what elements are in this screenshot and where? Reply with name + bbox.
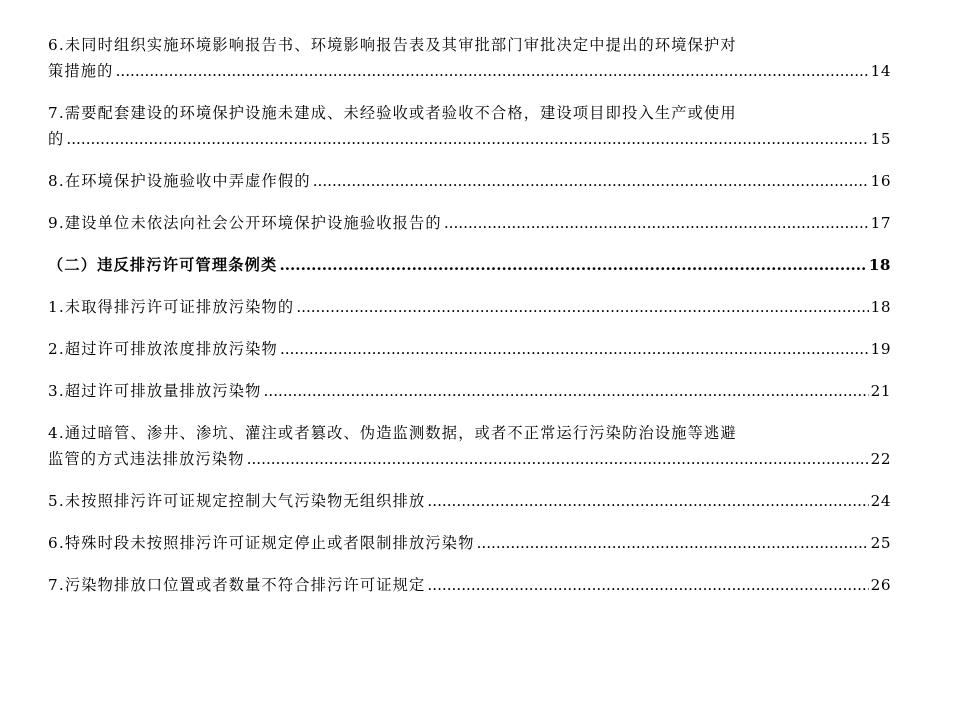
dot-leader — [313, 168, 869, 194]
dot-leader — [427, 488, 868, 514]
toc-entry-text: 1.未取得排污许可证排放污染物的 — [48, 298, 295, 316]
toc-entry-row — [48, 58, 891, 84]
toc-entry-row — [48, 126, 891, 152]
toc-entry-line1: 7.需要配套建设的环境保护设施未建成、未经验收或者验收不合格，建设项目即投入生产或使用 — [48, 104, 737, 122]
dot-leader — [116, 58, 869, 84]
toc-page-number: 15 — [870, 130, 891, 148]
dot-leader — [66, 126, 868, 152]
toc-entry-text: 6.特殊时段未按照排污许可证规定停止或者限制排放污染物 — [48, 534, 475, 552]
toc-page-number: 18 — [870, 298, 891, 316]
toc-entry-text: 策措施的 — [48, 62, 114, 80]
toc-entry-row — [48, 446, 891, 472]
toc-entry-7-outlet[interactable] — [48, 572, 891, 598]
toc-entry-4-evasion[interactable] — [48, 420, 891, 472]
toc-entry-6-special-period[interactable] — [48, 530, 891, 556]
dot-leader — [427, 572, 868, 598]
dot-leader — [247, 446, 869, 472]
toc-page-number: 19 — [870, 340, 891, 358]
toc-page-number: 14 — [870, 62, 891, 80]
toc-page-number: 21 — [870, 382, 891, 400]
toc-entry-text: 7.污染物排放口位置或者数量不符合排污许可证规定 — [48, 576, 426, 594]
toc-page-number: 18 — [868, 256, 891, 274]
table-of-contents — [48, 32, 891, 614]
toc-page-number: 22 — [870, 450, 891, 468]
toc-section-heading[interactable] — [48, 252, 891, 278]
toc-entry-text: 9.建设单位未依法向社会公开环境保护设施验收报告的 — [48, 214, 442, 232]
toc-entry-line1: 4.通过暗管、渗井、渗坑、灌注或者篡改、伪造监测数据，或者不正常运行污染防治设施等逃避 — [48, 424, 737, 442]
toc-entry-row — [48, 378, 891, 404]
toc-entry-row — [48, 210, 891, 236]
dot-leader — [296, 294, 868, 320]
toc-page-number: 16 — [870, 172, 891, 190]
toc-entry-2-concentration[interactable] — [48, 336, 891, 362]
toc-entry-row — [48, 572, 891, 598]
toc-entry-text: 2.超过许可排放浓度排放污染物 — [48, 340, 278, 358]
toc-entry-text: 8.在环境保护设施验收中弄虚作假的 — [48, 172, 311, 190]
dot-leader — [280, 336, 869, 362]
toc-entry-text: 3.超过许可排放量排放污染物 — [48, 382, 262, 400]
toc-entry-row — [48, 252, 891, 278]
dot-leader — [264, 378, 869, 404]
toc-page-number: 26 — [870, 576, 891, 594]
toc-entry-1-no-permit[interactable] — [48, 294, 891, 320]
toc-entry-6-measures[interactable] — [48, 32, 891, 84]
toc-page-number: 24 — [870, 492, 891, 510]
toc-entry-row — [48, 294, 891, 320]
toc-entry-row — [48, 530, 891, 556]
toc-entry-8-fraud[interactable] — [48, 168, 891, 194]
dot-leader — [444, 210, 869, 236]
toc-entry-text: 监管的方式违法排放污染物 — [48, 450, 245, 468]
toc-entry-3-quantity[interactable] — [48, 378, 891, 404]
toc-page-number: 25 — [870, 534, 891, 552]
dot-leader — [279, 252, 866, 278]
toc-entry-7-facilities[interactable] — [48, 100, 891, 152]
dot-leader — [477, 530, 869, 556]
toc-entry-line1: 6.未同时组织实施环境影响报告书、环境影响报告表及其审批部门审批决定中提出的环境保护对 — [48, 36, 737, 54]
toc-entry-text: 5.未按照排污许可证规定控制大气污染物无组织排放 — [48, 492, 426, 510]
toc-entry-5-fugitive[interactable] — [48, 488, 891, 514]
toc-entry-text: （二）违反排污许可管理条例类 — [48, 256, 278, 274]
toc-entry-row — [48, 336, 891, 362]
toc-entry-row — [48, 168, 891, 194]
toc-entry-row — [48, 488, 891, 514]
toc-page-number: 17 — [870, 214, 891, 232]
toc-entry-9-disclosure[interactable] — [48, 210, 891, 236]
toc-entry-text: 的 — [48, 130, 65, 148]
